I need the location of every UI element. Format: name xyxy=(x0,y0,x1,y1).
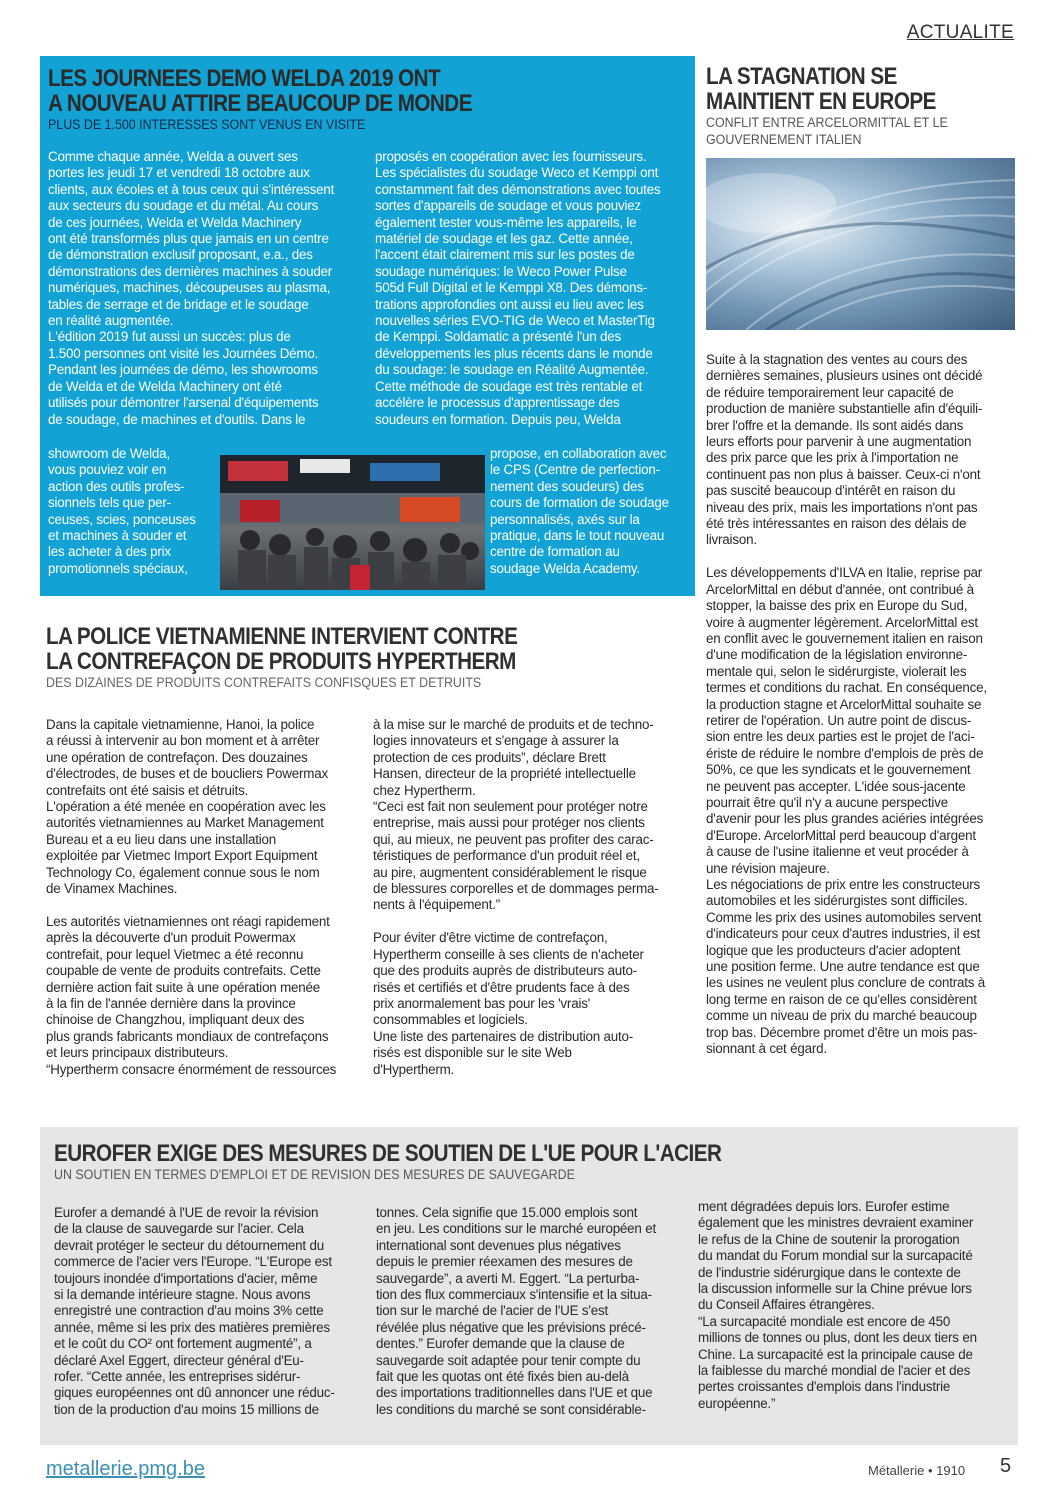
text-line: 50%, ce que les syndicats et le gouvernement xyxy=(706,762,971,778)
text-line: Dans la capitale vietnamienne, Hanoi, la police xyxy=(46,717,315,732)
text-line: une opération de contrefaçon. Des douzaines xyxy=(46,749,308,765)
text-line: 505d Full Digital et le Kemppi X8. Des démons- xyxy=(375,280,648,296)
text-line: de ces journées, Welda et Welda Machinery xyxy=(48,214,302,230)
text-line: qui, au mieux, ne peuvent pas profiter des carac- xyxy=(373,831,654,847)
text-line: de Welda et de Welda Machinery ont été xyxy=(48,378,282,394)
text-line: matériel de soudage et les gaz. Cette année, xyxy=(375,231,633,247)
text-line: déclaré Axel Eggert, directeur général d'Eu- xyxy=(54,1352,304,1368)
text-line: à cause de l'usine italienne et veut procéder à xyxy=(706,844,969,860)
text-line: enregistré une contraction d'au moins 3% cette xyxy=(54,1303,324,1319)
text-line: continuent pas non plus à baisser. Ceux-ci n'ont xyxy=(706,466,981,482)
text-line: une position ferme. Une autre tendance est que xyxy=(706,959,980,975)
text-line: à la fin de l'année dernière dans la province xyxy=(46,995,296,1011)
text-line: personnalisés, axés sur la xyxy=(490,511,640,527)
text-line: portes les jeudi 17 et vendredi 18 octobre aux xyxy=(48,165,310,181)
text-line: sion entre les deux parties est le projet de l'aci- xyxy=(706,729,975,745)
text-line: d'une modification de la législation environne- xyxy=(706,647,968,663)
section-tag: ACTUALITE xyxy=(906,22,1014,43)
text-line: giques européennes ont dû annoncer une réduc- xyxy=(54,1385,335,1401)
text-line: rofer. “Cette année, les entreprises sidérur- xyxy=(54,1369,301,1385)
text-line: prix anormalement bas pour les 'vrais' xyxy=(373,995,591,1011)
text-line: de la clause de sauvegarde sur l'acier. Cela xyxy=(54,1221,304,1237)
footer-magazine-issue: Métallerie • 1910 xyxy=(868,1463,966,1478)
welda-title xyxy=(48,66,541,133)
text-line: et leurs principaux distributeurs. xyxy=(46,1045,229,1061)
text-line: d'indicateurs pour ceux d'autres industries, il est xyxy=(706,926,981,942)
text-line: 1.500 personnes ont visité les Journées Démo. xyxy=(48,345,319,361)
text-line: sauvegarde”, a averti M. Eggert. “La perturba- xyxy=(376,1270,640,1286)
welda-title-line: A NOUVEAU ATTIRE BEAUCOUP DE MONDE xyxy=(48,90,472,117)
stagnation-subtitle: CONFLIT ENTRE ARCELORMITTAL ET LE xyxy=(706,115,948,130)
text-line: de démonstration exclusif proposant, e.a., des xyxy=(48,247,313,263)
text-line: téristiques de performance d'un produit réel et, xyxy=(373,848,640,864)
eurofer-heading xyxy=(54,1141,830,1183)
text-line: autorités vietnamiennes au Market Management xyxy=(46,815,324,831)
demo-days-photo xyxy=(220,455,485,590)
text-line: accélère le processus d'apprentissage des xyxy=(375,395,620,411)
text-line: vous pouviez voir en xyxy=(48,462,167,478)
welda-col1-wrap xyxy=(48,446,218,577)
text-line: logies innovateurs et s'engage à assurer la xyxy=(373,733,619,749)
text-line: de Kemppi. Soldamatic a présenté l'un des xyxy=(375,329,621,345)
text-line: dentes.” Eurofer demande que la clause de xyxy=(376,1336,625,1352)
text-line: commerce de l'acier vers l'Europe. “L'Europe est xyxy=(54,1254,332,1270)
text-line: Pour éviter d'être victime de contrefaçon, xyxy=(373,930,608,946)
text-line: l'accent était clairement mis sur les postes de xyxy=(375,247,635,263)
text-line: année, même si les prix des matières premières xyxy=(54,1319,330,1335)
text-line: ériste de réduire le nombre d'emplois de près de xyxy=(706,745,984,761)
text-line: mentale qui, selon le sidérurgiste, violerait les xyxy=(706,663,967,679)
text-line: exploitée par Vietmec Import Export Equipment xyxy=(46,848,318,864)
text-line: constamment fait des démonstrations avec toutes xyxy=(375,181,661,197)
text-line: pourrait être qu'il n'y a aucune perspective xyxy=(706,794,948,810)
welda-subtitle: PLUS DE 1.500 INTERESSES SONT VENUS EN VISITE xyxy=(48,117,366,132)
text-line: Hypertherm conseille à ses clients de n'acheter xyxy=(373,946,644,962)
text-line: Comme les prix des usines automobiles servent xyxy=(706,909,982,925)
eurofer-col1 xyxy=(54,1205,366,1418)
text-line: Pendant les journées de démo, les showrooms xyxy=(48,362,318,378)
text-line: devrait protéger le secteur du détournement du xyxy=(54,1237,324,1253)
text-line: showroom de Welda, xyxy=(48,446,170,461)
text-line: ne peuvent pas accepter. L'idée sous-jacente xyxy=(706,778,966,794)
text-line: risés est disponible sur le site Web xyxy=(373,1045,572,1061)
text-line: logique que les producteurs d'acier adoptent xyxy=(706,942,961,958)
steel-coils-photo xyxy=(706,158,1015,330)
text-line: ArcelorMittal en début d'année, ont contribué à xyxy=(706,581,974,597)
text-line: ceuses, scies, ponceuses xyxy=(48,511,196,527)
text-line: propose, en collaboration avec xyxy=(490,446,667,461)
eurofer-subtitle: UN SOUTIEN EN TERMES D'EMPLOI ET DE REVISION DES MESURES DE SAUVEGARDE xyxy=(54,1167,575,1182)
text-line: ont été transformés plus que jamais en un centre xyxy=(48,231,329,247)
text-line: Une liste des partenaires de distribution auto- xyxy=(373,1028,634,1044)
text-line: tion des flux commerciaux s'intensifie et la situa- xyxy=(376,1287,652,1303)
text-line: international sont devenues plus négatives xyxy=(376,1237,621,1253)
text-line: L'édition 2019 fut aussi un succès: plus de xyxy=(48,329,291,345)
text-line: été très intéressantes en raison des délais de xyxy=(706,516,967,532)
text-line: du soudage: le soudage en Réalité Augmentée. xyxy=(375,362,649,378)
text-line: que des produits auprès de distributeurs auto- xyxy=(373,963,637,979)
text-line: tonnes. Cela signifie que 15.000 emplois sont xyxy=(376,1205,638,1220)
text-line: livraison. xyxy=(706,532,757,548)
text-line: proposés en coopération avec les fournisseurs. xyxy=(375,149,647,164)
text-line: chinoise de Changzhou, impliquant deux des xyxy=(46,1012,305,1028)
text-line: nement des soudeurs) des xyxy=(490,478,644,494)
text-line: trations approfondies ont aussi eu lieu avec les xyxy=(375,296,644,312)
text-line xyxy=(46,897,364,913)
text-line: des prix parce que les prix à l'importation ne xyxy=(706,450,959,466)
text-line: la production stagne et ArcelorMittal souhaite se xyxy=(706,696,982,712)
text-line: soudage numériques: le Weco Power Pulse xyxy=(375,263,627,279)
text-line: retirer de l'opération. Un autre point de discus- xyxy=(706,712,972,728)
text-line: aux secteurs du soudage et du métal. Au cours xyxy=(48,198,319,214)
text-line: révélée plus négative que les prévisions précé- xyxy=(376,1319,646,1335)
text-line: tion sur le marché de l'acier de l'UE s'est xyxy=(376,1303,609,1319)
text-line: les usines ne veulent plus conclure de contrats à xyxy=(706,975,986,991)
text-line: les acheter à des prix xyxy=(48,544,171,560)
stagnation-heading xyxy=(706,64,973,148)
police-subtitle: DES DIZAINES DE PRODUITS CONTREFAITS CONFISQUES ET DETRUITS xyxy=(46,675,482,690)
text-line: de soudage, de machines et d'outils. Dans le xyxy=(48,411,306,427)
text-line: production de manière substantielle afin d'équili- xyxy=(706,401,983,417)
text-line: Les développements d'ILVA en Italie, reprise par xyxy=(706,565,983,581)
text-line: de l'industrie sidérurgique dans le contexte de xyxy=(698,1264,961,1280)
text-line: le CPS (Centre de perfection- xyxy=(490,462,660,478)
text-line: action des outils profes- xyxy=(48,478,185,494)
stagnation-body xyxy=(706,352,1018,1057)
text-line: Les autorités vietnamiennes ont réagi rapidement xyxy=(46,913,330,929)
text-line: nouvelles séries EVO-TIG de Weco et MasterTig xyxy=(375,313,655,329)
text-line: à la mise sur le marché de produits et de techno- xyxy=(373,717,654,732)
police-col1 xyxy=(46,717,364,1078)
text-line: du Conseil Affaires étrangères. xyxy=(698,1297,875,1313)
text-line: contrefait, pour lequel Vietmec a été reconnu xyxy=(46,946,304,962)
text-line: une révision majeure. xyxy=(706,860,830,876)
text-line: stopper, la baisse des prix en Europe du Sud, xyxy=(706,598,968,614)
text-line: brer l'offre et la demande. Ils sont aidés dans xyxy=(706,417,964,433)
text-line: comme un niveau de prix du marché beaucoup xyxy=(706,1008,977,1024)
text-line: sionnels tels que per- xyxy=(48,495,171,511)
police-title-line: LA CONTREFAÇON DE PRODUITS HYPERTHERM xyxy=(46,648,516,675)
text-line: consommables et logiciels. xyxy=(373,1012,528,1028)
text-line: pertes croissantes d'emplois dans l'industrie xyxy=(698,1379,951,1395)
text-line: plus grands fabricants mondiaux de contrefaçons xyxy=(46,1028,329,1044)
text-line: depuis le premier réexamen des mesures de xyxy=(376,1254,633,1270)
text-line: “Ceci est fait non seulement pour protéger notre xyxy=(373,799,648,815)
text-line: contrefaits ont été saisis et détruits. xyxy=(46,782,249,798)
welda-title-line: LES JOURNEES DEMO WELDA 2019 ONT xyxy=(48,65,441,92)
text-line: cours de formation de soudage xyxy=(490,495,669,511)
text-line: promotionnels spéciaux, xyxy=(48,560,188,576)
text-line: Comme chaque année, Welda a ouvert ses xyxy=(48,149,298,164)
text-line: leurs efforts pour parvenir à une augmentation xyxy=(706,434,972,450)
text-line: le refus de la Chine de soutenir la prorogation xyxy=(698,1231,960,1247)
text-line: soudeurs en formation. Depuis peu, Welda xyxy=(375,411,621,427)
stagnation-title-line: LA STAGNATION SE xyxy=(706,63,897,90)
text-line: d'électrodes, de buses et de boucliers Powermax xyxy=(46,766,328,782)
text-line: trop bas. Décembre promet d'être un mois pas- xyxy=(706,1024,978,1040)
text-line: dernières semaines, plusieurs usines ont décidé xyxy=(706,368,983,384)
text-line: dernière action fait suite à une opération menée xyxy=(46,979,321,995)
text-line: sauvegarde soit adaptée pour tenir compte du xyxy=(376,1352,641,1368)
text-line: de réduire temporairement leur capacité de xyxy=(706,384,954,400)
text-line: en jeu. Les conditions sur le marché européen et xyxy=(376,1221,656,1237)
text-line: Hansen, directeur de la propriété intellectuelle xyxy=(373,766,636,782)
text-line: les conditions du marché se sont considérable- xyxy=(376,1401,646,1417)
text-line: développements les plus récents dans le monde xyxy=(375,345,653,361)
text-line: Eurofer a demandé à l'UE de revoir la révision xyxy=(54,1205,319,1220)
text-line: long terme en raison de ce qu'elles considèrent xyxy=(706,991,977,1007)
text-line: européenne.” xyxy=(698,1395,776,1411)
text-line: protection de ces produits”, déclare Brett xyxy=(373,749,606,765)
text-line: tion de la production d'au moins 15 millions de xyxy=(54,1401,319,1417)
police-title-line: LA POLICE VIETNAMIENNE INTERVIENT CONTRE xyxy=(46,623,518,650)
text-line: entreprise, mais aussi pour protéger nos clients xyxy=(373,815,645,831)
text-line: a réussi à intervenir au bon moment et à arrêter xyxy=(46,733,320,749)
text-line: automobiles et les sidérurgistes sont difficiles. xyxy=(706,893,968,909)
welda-col2 xyxy=(375,149,693,428)
text-line: utilisés pour démontrer l'arsenal d'équipements xyxy=(48,395,319,411)
text-line: “Hypertherm consacre énormément de ressources xyxy=(46,1061,337,1077)
text-line: de Vinamex Machines. xyxy=(46,881,178,897)
text-line: démonstrations des dernières machines à souder xyxy=(48,263,333,279)
text-line: clients, aux écoles et à tous ceux qui s'intéressent xyxy=(48,181,335,197)
text-line: Bureau et a eu lieu dans une installation xyxy=(46,831,277,847)
text-line: centre de formation au xyxy=(490,544,620,560)
text-line: soudage Welda Academy. xyxy=(490,560,640,576)
text-line: risés et certifiés et d'être prudents face à des xyxy=(373,979,630,995)
text-line: d'avenir pour les plus grandes aciéries intégrées xyxy=(706,811,984,827)
text-line: Suite à la stagnation des ventes au cours des xyxy=(706,352,968,367)
text-line: Les négociations de prix entre les constructeurs xyxy=(706,877,980,892)
text-line: et le coût du CO² ont fortement augmenté”, a xyxy=(54,1336,312,1352)
text-line: également que les ministres devraient examiner xyxy=(698,1215,974,1231)
text-line: en réalité augmentée. xyxy=(48,313,174,329)
text-line: chez Hypertherm. xyxy=(373,782,476,798)
page-number: 5 xyxy=(1000,1455,1012,1477)
text-line: également tester vous-même les appareils, le xyxy=(375,214,637,230)
text-line: des importations traditionnelles dans l'UE et que xyxy=(376,1385,653,1401)
eurofer-col2 xyxy=(376,1205,694,1418)
text-line: Cette méthode de soudage est très rentable et xyxy=(375,378,643,394)
text-line: toujours inondée d'importations d'acier, même xyxy=(54,1270,318,1286)
text-line: la faiblesse du marché mondial de l'acier et des xyxy=(698,1363,971,1379)
text-line: d'Hypertherm. xyxy=(373,1061,455,1077)
text-line: en conflit avec le gouvernement italien en raison xyxy=(706,630,983,646)
text-line xyxy=(706,549,1018,565)
welda-col1 xyxy=(48,149,368,428)
text-line: numériques, machines, découpeuses au plasma, xyxy=(48,280,331,296)
text-line: L'opération a été menée en coopération avec les xyxy=(46,799,326,815)
text-line: millions de tonnes ou plus, dont les deux tiers en xyxy=(698,1330,977,1346)
text-line: sionnant à cet égard. xyxy=(706,1041,827,1057)
text-line: du mandat du Forum mondial sur la surcapacité xyxy=(698,1248,973,1264)
eurofer-col3 xyxy=(698,1199,1014,1412)
stagnation-title-line: MAINTIENT EN EUROPE xyxy=(706,88,936,115)
text-line: pas suscité beaucoup d'intérêt en raison du xyxy=(706,483,956,499)
text-line: au pire, augmentent considérablement le risque xyxy=(373,864,647,880)
text-line: sortes d'appareils de soudage et vous pouviez xyxy=(375,198,642,214)
text-line: termes et conditions du rachat. En conséquence, xyxy=(706,680,987,696)
text-line: pratique, dans le tout nouveau xyxy=(490,528,665,544)
police-col2 xyxy=(373,717,693,1078)
text-line: niveau des prix, mais les importations n'ont pas xyxy=(706,499,978,515)
text-line: “La surcapacité mondiale est encore de 450 xyxy=(698,1313,951,1329)
text-line: et machines à souder et xyxy=(48,528,187,544)
text-line: après la découverte d'un produit Powermax xyxy=(46,930,296,946)
footer-website-link[interactable]: metallerie.pmg.be xyxy=(46,1458,205,1480)
text-line: nents à l'équipement.” xyxy=(373,897,500,913)
police-heading xyxy=(46,624,594,691)
stagnation-subtitle: GOUVERNEMENT ITALIEN xyxy=(706,132,862,147)
text-line: si la demande intérieure stagne. Nous avons xyxy=(54,1287,311,1303)
text-line: tables de serrage et de bridage et le soudage xyxy=(48,296,309,312)
text-line: Chine. La surcapacité est la principale cause de xyxy=(698,1346,973,1362)
eurofer-title: EUROFER EXIGE DES MESURES DE SOUTIEN DE L'UE POUR L'ACIER xyxy=(54,1140,722,1167)
text-line: voire à augmenter légèrement. ArcelorMittal est xyxy=(706,614,978,630)
text-line: de blessures corporelles et de dommages perma- xyxy=(373,881,659,897)
text-line: la discussion informelle sur la Chine prévue lors xyxy=(698,1281,972,1297)
text-line: ment dégradées depuis lors. Eurofer estime xyxy=(698,1199,950,1214)
text-line: coupable de vente de produits contrefaits. Cette xyxy=(46,963,321,979)
text-line: d'Europe. ArcelorMittal perd beaucoup d'argent xyxy=(706,827,976,843)
text-line: fait que les quotas ont été fixés bien au-delà xyxy=(376,1369,629,1385)
welda-col2-wrap xyxy=(490,446,693,577)
text-line xyxy=(373,914,693,930)
text-line: Les spécialistes du soudage Weco et Kemppi ont xyxy=(375,165,659,181)
text-line: Technology Co, également connue sous le nom xyxy=(46,864,320,880)
